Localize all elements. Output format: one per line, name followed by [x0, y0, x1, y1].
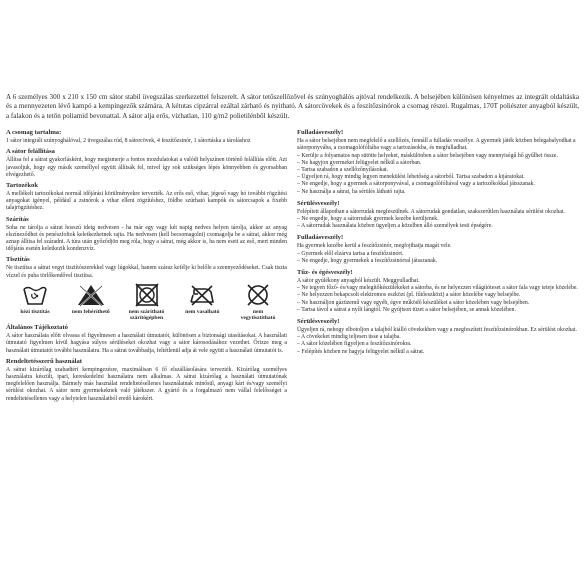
left-column: [6, 126, 287, 405]
warning-bullet: – Ne helyezzen bekapcsolt elektromos eszközt (pl. fűtőeszközt) a sátor közelébe vagy belsejébe.: [297, 292, 521, 299]
warning-bullet: – Ügyeljen rá, hogy mindig legyen menekülési lehetőség a sátorból. Tartsa szabadon a kijáratokat.: [297, 174, 525, 181]
care-item-no-bleach: [68, 283, 114, 315]
warning-title: Sérülésveszély!: [297, 199, 340, 207]
care-label: nem vegytisztítható: [240, 308, 276, 322]
care-label: nem vasalható: [185, 308, 220, 315]
section-title: Rendeltetésszerű használat: [6, 357, 82, 365]
no-bleach-icon: [76, 283, 106, 307]
section-text: 1 sátor integrált szúnyoghálóval, 2 üvegszálas rúd, 8 sátorcövek, 4 feszítőzsinór, 1 sátortáska a tároláshoz: [6, 138, 251, 145]
section-package-contents: [6, 129, 287, 145]
section-text: Soha ne tárolja a sátrat hosszú ideig nedvesen - ha már egy vagy két napig nedves helyen tárolja, akkor az anyag elszíneződhet és penészfoltok keletkezhetnek rajta. Ha nedvesen (kell becsomagolni) csomagolja be a sátrat, akkor még aznap állítsa fel száradni. A túra után győződjön meg róla, hogy a sátrat, még akkor is, ha nem esett az eső, mert minden időjárás esetén keletkezik kondenzvíz.: [6, 224, 287, 253]
warning-bullet: – Felépítés közben ne hagyja felügyelet nélkül a sátrat.: [297, 348, 425, 355]
no-iron-icon: [187, 283, 217, 307]
section-general-info: [6, 324, 287, 355]
section-drying: [6, 216, 287, 254]
care-item-no-iron: [179, 283, 225, 315]
section-title: Tisztítás: [6, 256, 30, 264]
document-page: [6, 93, 579, 405]
section-text: Ne tisztítsa a sátrat vegyi tisztítószerekkel vagy lúgokkal, hanem száraz kefélje ki belőle a szennyeződéseket. Csak tiszta vízzel és puha törlőkendővel tisztítsa.: [6, 265, 287, 279]
warning-bullet: – A cövekeket mindig teljesen üsse a talajba.: [297, 334, 401, 341]
warning-bullet: – Gyermek elől elzárva tartsa a feszítőzsinórt.: [297, 250, 404, 257]
warning-fire: [297, 269, 578, 314]
warning-bullet: – A sátorrudak használata közben ügyeljen a közelben álló személyek testi épségére.: [297, 223, 493, 230]
warning-bullet: – A sátor közelében figyeljen a feszítőzsinórokra.: [297, 341, 412, 348]
warning-bullet: – Ne engedje, hogy a sátorrudak gyermek kezébe kerüljenek.: [297, 216, 439, 223]
section-title: A csomag tartalma:: [6, 129, 62, 137]
care-label: kézi tisztítás: [20, 308, 50, 315]
intro-paragraph: A 6 személyes 300 x 210 x 150 cm sátor stabil üvegszálas szerkezettel felszerelt. A sátor tetőszellőzővel és szúnyoghálós ajtóval rendelkezik. A belsejében különösen kényelmes az integrált oldaltáska és a mennyezeten lévő kampó a kempingezők számára. A kétutas cipzárral ezáltal zárható és nyitható. A sátorcövekek és a feszítőzsinórok a csomag részei. Rugalmas, 170T poliészter anyagból készült, a falakon és a tetőn poliamid bevonattal. A sátor alja erős, vízhatlan, 110 g/m2 polietilénből készült.: [6, 93, 579, 120]
warning-text: Felépített állapotban a sátorrudak megfeszülnek. A sátorrudak gondatlan, szakszerűtlen használata sérülést okozhat.: [297, 208, 565, 215]
warning-title: Tűz- és égésveszély!: [297, 269, 353, 277]
bucket-icon: [20, 283, 50, 307]
warning-title: Fulladásveszély!: [297, 234, 344, 242]
care-icons-row: [6, 283, 287, 321]
section-title: Általános Tájékoztató: [6, 324, 68, 332]
warning-bullet: – Tartsa szabadon a szellőzőnyílásokat.: [297, 167, 389, 174]
warning-text: Ha a sátor belsejében nem megfelelő a szellőzés, fennáll a fulladás veszélye. A gyermek játék közben belegabalyodhat a sátorponyvába, a csomagolófóliába vagy a tartozásokba, és megfulladhat.: [297, 138, 576, 152]
section-title: Tartozékok: [6, 182, 38, 190]
two-column-body: [6, 126, 579, 405]
warning-bullet: – Ne használjon gázüzemű vagy egyéb, égve működő készüléket a sátor közelében vagy belsejében.: [297, 299, 530, 306]
care-item-no-dry-clean: [235, 283, 281, 321]
right-column: [297, 126, 578, 405]
warning-suffocation-2: [297, 234, 578, 265]
section-text: Állítsa fel a sátrat gyakorlásként, hogy megismerje a fontos mozdulatokat a valódi helyszínen történő felállítás előtt. Azt javasoljuk, hogy egy másik személlyel együtt állítsák fel, mivel így sok szükséges lépés könnyebben és gyorsabban elvégezhető.: [6, 157, 287, 178]
warning-bullet: – Ne használja a sátrat, ha sérülés látható rajta.: [297, 188, 406, 195]
section-text: A sátrat kizárólag szabadtéri kempingezésre, maximálisan 6 fő elszállásolására tervezték. Kizárólag személyes használatra készült, ipari, kereskedelmi használatra nem alkalmas. A sátrat kizárólag a használati útmutatónak megfelelően használja. Bármely más használat rendeltetésellenes használatnak minősül, anyagi kárt és/vagy személyi sérülést okozhat. A sátor nem gyermekeknek való játékszer. A gyártó és a forgalmazó nem vállal felelősséget a rendeltetésellenes vagy a helytelen használatból eredő károkért.: [6, 366, 287, 402]
section-text: A sátor használata előtt olvassa el figyelmesen a használati útmutatót, különösen a biztonsági utasításokat. A használati útmutató figyelmen kívül hagyása súlyos sérüléseket okozhat vagy a sátor károsodásához vezethet. Őrizze meg a használati útmutatót további használatra. Ha a sátrat továbbadja, feltétlenül adja át vele együtt a használati útmutatót is.: [6, 333, 287, 354]
warning-bullet: – Ne engedje, hogy gyermekek a feszítőzsinórral játsszanak.: [297, 257, 438, 264]
no-tumble-dry-icon: [132, 283, 162, 307]
warning-title: Sérülésveszély!: [297, 318, 340, 326]
warning-bullet: – Ne engedje, hogy a gyermek a sátorponyvával, a csomagolófóliával vagy a tartozékokkal játsszanak.: [297, 181, 535, 188]
warning-text: A sátor gyúlékony anyagból készült. Meggyulladhat.: [297, 278, 420, 285]
section-title: A sátor felállítása: [6, 148, 55, 156]
warning-bullet: – Ne tegyen főző- és/vagy melegítőkészülékeket a sátorba, és ne helyezzen világítóteset a sátor fala vagy teteje közelébe.: [297, 285, 578, 292]
care-item-hand-wash: [12, 283, 58, 315]
warning-suffocation-1: [297, 129, 578, 196]
section-cleaning: [6, 256, 287, 279]
section-setup: [6, 148, 287, 179]
section-text: A mellékelt tartozékokat normál időjárási körülményekre tervezték. Az erős eső, vihar, jégeső vagy hó további rögzítési anyagokat igényel, például a zsinórok a vihar elleni rögzítéshez, földbe szúrható kampók és sátorcsapok a fixebb talajrögzítéshez.: [6, 191, 287, 212]
warning-injury-1: [297, 200, 578, 231]
warning-bullet: – Tartsa távol a sátrat a nyílt lángtól. Ne gyújtson tüzet a sátor belsejében, se annak közelében.: [297, 306, 516, 313]
section-intended-use: [6, 358, 287, 403]
section-title: Szárítás: [6, 215, 29, 223]
no-dry-clean-icon: [243, 283, 273, 307]
warning-bullet: – Ne hagyjon gyermeket felügyelet nélkül a sátorban.: [297, 159, 422, 166]
warning-bullet: – Kerülje a folyamatos nap sütötte helyeket, máskülönben a sátor belsejében vagy mennyiségű hő gyűlhet össze.: [297, 152, 558, 159]
care-item-no-tumble-dry: [124, 283, 170, 321]
warning-text: Ha gyermek kezébe kerül a feszítőzsinór, megfojthatja magát vele.: [297, 243, 452, 250]
care-label: nem fehéríthető: [71, 308, 110, 315]
warning-title: Fulladásveszély!: [297, 129, 344, 137]
section-accessories: [6, 182, 287, 213]
care-label: nem szárítható szárítógépben: [128, 308, 165, 322]
warning-injury-2: [297, 318, 578, 356]
warning-text: Ügyeljen rá, nehogy elbotoljon a talajból kiálló cövekekben vagy a megfeszített feszítőzsinórokban. Ez sérülést okozhat.: [297, 327, 577, 334]
